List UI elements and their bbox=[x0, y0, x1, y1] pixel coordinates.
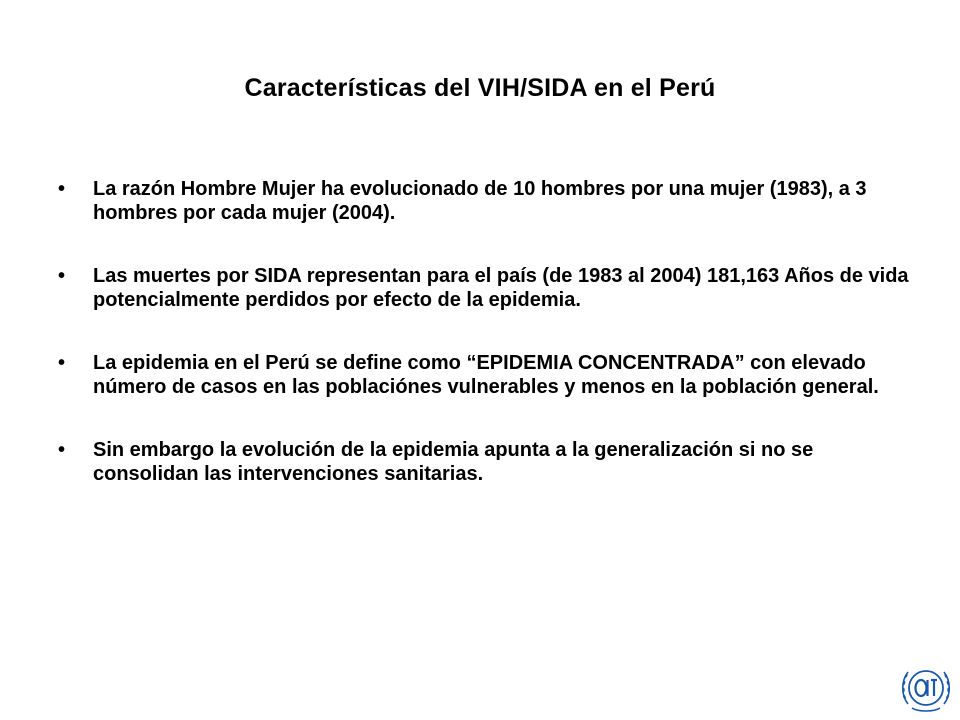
bullet-list bbox=[58, 177, 918, 486]
bullet-dot-icon: • bbox=[58, 352, 66, 374]
bullet-dot-icon: • bbox=[58, 439, 66, 461]
bullet-text: Las muertes por SIDA representan para el país (de 1983 al 2004) 181,163 Años de vida potencialmente perdidos por efecto de la epidemia. bbox=[93, 265, 909, 311]
bullet-item bbox=[58, 264, 918, 312]
bullet-item bbox=[58, 438, 918, 486]
bullet-text: Sin embargo la evolución de la epidemia apunta a la generalización si no se consolidan las intervenciones sanitarias. bbox=[93, 439, 814, 485]
bullet-text: La razón Hombre Mujer ha evolucionado de 10 hombres por una mujer (1983), a 3 hombres por cada mujer (2004). bbox=[93, 178, 867, 224]
ilo-emblem-icon bbox=[898, 660, 954, 716]
bullet-dot-icon: • bbox=[58, 178, 66, 200]
bullet-text: La epidemia en el Perú se define como “EPIDEMIA CONCENTRADA” con elevado número de casos en las poblaciónes vulnerables y menos en la población general. bbox=[93, 352, 879, 398]
slide-title: Características del VIH/SIDA en el Perú bbox=[244, 74, 716, 102]
bullet-item bbox=[58, 351, 918, 399]
bullet-item bbox=[58, 177, 918, 225]
bullet-dot-icon: • bbox=[58, 265, 66, 287]
